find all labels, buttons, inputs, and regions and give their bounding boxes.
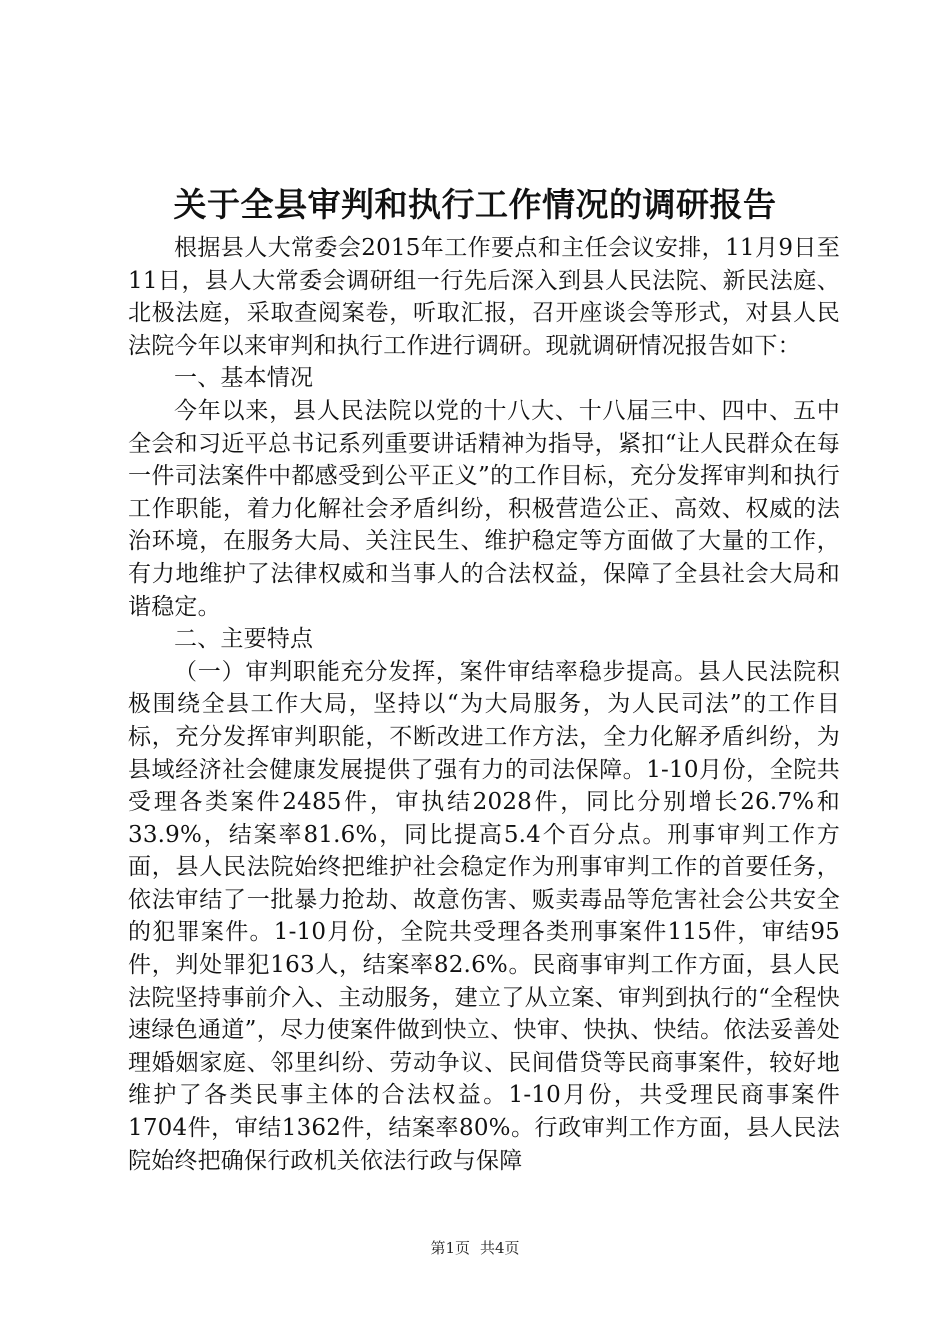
paragraph-intro: 根据县人大常委会2015年工作要点和主任会议安排，11月9日至11日，县人大常委会调研组一行先后深入到县人民法院、新民法庭、北极法庭，采取查阅案卷，听取汇报，召开座谈会等形式，对县人民法院今年以来审判和执行工作进行调研。现就调研情况报告如下： <box>128 235 840 359</box>
page-total: 共4页 <box>480 1239 520 1257</box>
page-number: 第1页 <box>430 1239 470 1257</box>
document-title: 关于全县审判和执行工作情况的调研报告 <box>173 185 777 224</box>
section-heading-basic-situation: 一、基本情况 <box>174 365 314 392</box>
paragraph-main-features: （一）审判职能充分发挥，案件审结率稳步提高。县人民法院积极围绕全县工作大局，坚持以“为大局服务，为人民司法”的工作目标，充分发挥审判职能，不断改进工作方法，全力化解矛盾纠纷，为县域经济社会健康发展提供了强有力的司法保障。1-10月份，全院共受理各类案件2485件，审执结2028件，同比分别增长26.7%和33.9%，结案率81.6%，同比提高5.4个百分点。刑事审判工作方面，县人民法院始终把维护社会稳定作为刑事审判工作的首要任务，依法审结了一批暴力抢劫、故意伤害、贩卖毒品等危害社会公共安全的犯罪案件。1-10月份，全院共受理各类刑事案件115件，审结95件，判处罪犯163人，结案率82.6%。民商事审判工作方面，县人民法院坚持事前介入、主动服务，建立了从立案、审判到执行的“全程快速绿色通道”，尽力使案件做到快立、快审、快执、快结。依法妥善处理婚姻家庭、邻里纠纷、劳动争议、民间借贷等民商事案件，较好地维护了各类民事主体的合法权益。1-10月份，共受理民商事案件1704件，审结1362件，结案率80%。行政审判工作方面，县人民法院始终把确保行政机关依法行政与保障 <box>128 658 840 1174</box>
section-heading-main-features: 二、主要特点 <box>174 626 314 653</box>
page-footer <box>0 1238 950 1258</box>
document-body <box>128 232 840 1177</box>
paragraph-basic-situation: 今年以来，县人民法院以党的十八大、十八届三中、四中、五中全会和习近平总书记系列重要讲话精神为指导，紧扣“让人民群众在每一件司法案件中都感受到公平正义”的工作目标，充分发挥审判和执行工作职能，着力化解社会矛盾纠纷，积极营造公正、高效、权威的法治环境，在服务大局、关注民生、维护稳定等方面做了大量的工作，有力地维护了法律权威和当事人的合法权益，保障了全县社会大局和谐稳定。 <box>128 397 840 620</box>
